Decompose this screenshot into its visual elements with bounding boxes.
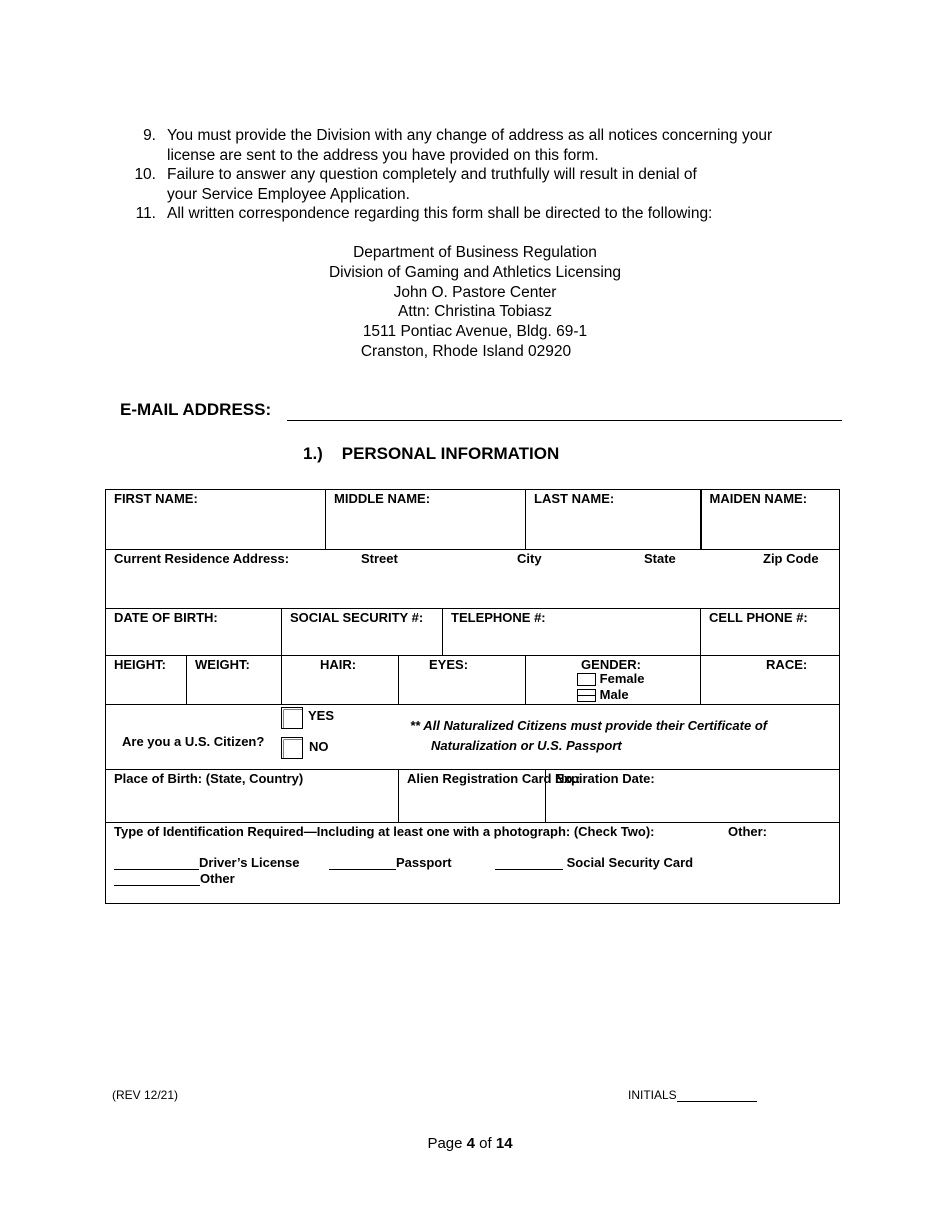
address-line: Cranston, Rhode Island 02920 (360, 343, 572, 360)
instruction-number: 9. (143, 127, 156, 144)
height-label: HEIGHT: (114, 657, 166, 672)
address-line: 1511 Pontiac Avenue, Bldg. 69-1 (362, 323, 588, 341)
female-option[interactable] (577, 671, 644, 686)
race-field[interactable] (701, 656, 840, 705)
drivers-license-blank[interactable] (114, 855, 199, 870)
weight-field[interactable] (187, 656, 282, 705)
male-checkbox[interactable] (577, 689, 596, 702)
instruction-text: license are sent to the address you have provided on this form. (167, 146, 599, 164)
hair-field[interactable] (282, 656, 399, 705)
gender-field (526, 656, 701, 705)
race-label: RACE: (766, 657, 808, 672)
ssn-label: SOCIAL SECURITY #: (290, 610, 424, 625)
female-checkbox[interactable] (577, 673, 596, 686)
id-required-label: Type of Identification Required—Including at least one with a photograph: (Check Two): (114, 824, 655, 839)
no-label: NO (309, 739, 329, 754)
state-label: State (644, 551, 676, 566)
instruction-number: 11. (135, 205, 156, 222)
other-header-label: Other: (728, 824, 767, 839)
eyes-label: EYES: (429, 657, 469, 672)
email-label: E-MAIL ADDRESS: (120, 400, 272, 419)
instruction-9 (0, 126, 950, 165)
social-card-option[interactable] (495, 855, 693, 870)
female-label: Female (599, 671, 645, 686)
yes-checkbox[interactable] (281, 707, 303, 729)
page-total: 14 (495, 1135, 513, 1152)
first-name-field[interactable] (106, 490, 326, 550)
initials-label: INITIALS (628, 1088, 677, 1102)
instruction-list (0, 126, 950, 224)
other-blank[interactable] (114, 871, 200, 886)
gender-label: GENDER: (581, 657, 641, 672)
passport-label: Passport (396, 855, 452, 870)
alien-card-label: Alien Registration Card No.: (407, 771, 581, 786)
middle-name-label: MIDDLE NAME: (334, 491, 431, 506)
identification-field (106, 823, 840, 904)
maiden-name-label: MAIDEN NAME: (709, 491, 808, 506)
male-label: Male (599, 687, 629, 702)
page-number (0, 1135, 940, 1152)
page-current: 4 (466, 1135, 475, 1152)
expiration-label: Expiration Date: (555, 771, 655, 786)
page-prefix: Page (427, 1135, 467, 1152)
no-option[interactable] (281, 737, 303, 759)
last-name-field[interactable] (526, 490, 701, 550)
passport-option[interactable] (329, 855, 452, 870)
cell-phone-field[interactable] (701, 609, 840, 656)
revision-label: (REV 12/21) (112, 1088, 179, 1102)
other-option[interactable] (114, 871, 235, 886)
telephone-field[interactable] (443, 609, 701, 656)
eyes-field[interactable] (399, 656, 526, 705)
page-of: of (475, 1135, 496, 1152)
no-checkbox[interactable] (281, 737, 303, 759)
instruction-text: Failure to answer any question completely and truthfully will result in denial of (167, 166, 697, 183)
cell-phone-label: CELL PHONE #: (709, 610, 808, 625)
maiden-name-field[interactable] (701, 490, 840, 550)
yes-option[interactable] (281, 707, 303, 729)
address-line: Department of Business Regulation (353, 244, 597, 261)
alien-card-field[interactable] (399, 770, 581, 823)
ssn-field[interactable] (282, 609, 443, 656)
social-card-blank[interactable] (495, 855, 563, 870)
initials-field[interactable] (677, 1088, 757, 1102)
citizenship-field (106, 705, 840, 770)
dob-label: DATE OF BIRTH: (114, 610, 218, 625)
zip-label: Zip Code (763, 551, 819, 566)
other-label: Other (200, 871, 235, 886)
passport-blank[interactable] (329, 855, 396, 870)
instruction-text: You must provide the Division with any change of address as all notices concerning your (167, 127, 773, 144)
birthplace-field[interactable] (106, 770, 399, 823)
yes-label: YES (308, 708, 335, 723)
male-option[interactable] (577, 687, 629, 702)
address-line: Division of Gaming and Athletics Licensing (328, 263, 622, 281)
height-field[interactable] (106, 656, 187, 705)
citizen-question: Are you a U.S. Citizen? (122, 734, 265, 749)
hair-label: HAIR: (320, 657, 357, 672)
section-title: 1.) PERSONAL INFORMATION (303, 444, 560, 463)
social-card-label: Social Security Card (566, 855, 694, 870)
residence-label: Current Residence Address: (114, 551, 290, 566)
city-label: City (517, 551, 542, 566)
telephone-label: TELEPHONE #: (451, 610, 546, 625)
naturalized-note: ** All Naturalized Citizens must provide their Certificate of (410, 718, 768, 733)
instruction-10 (0, 165, 950, 204)
email-field[interactable] (287, 400, 842, 421)
naturalized-note: Naturalization or U.S. Passport (431, 738, 622, 753)
dob-field[interactable] (106, 609, 282, 656)
address-line: Attn: Christina Tobiasz (398, 303, 552, 321)
residence-address-field[interactable] (106, 550, 840, 609)
instruction-11 (0, 204, 950, 224)
drivers-license-label: Driver’s License (199, 855, 300, 870)
initials-area (628, 1088, 757, 1102)
personal-info-form (105, 489, 840, 904)
first-name-label: FIRST NAME: (114, 491, 198, 506)
last-name-label: LAST NAME: (534, 491, 615, 506)
instruction-text: All written correspondence regarding this form shall be directed to the following: (167, 205, 713, 222)
weight-label: WEIGHT: (195, 657, 250, 672)
middle-name-field[interactable] (326, 490, 526, 550)
instruction-text: your Service Employee Application. (167, 185, 410, 203)
drivers-license-option[interactable] (114, 855, 299, 870)
address-line: John O. Pastore Center (393, 283, 557, 301)
instruction-number: 10. (134, 166, 156, 183)
birthplace-label: Place of Birth: (State, Country) (114, 771, 304, 786)
expiration-field[interactable] (546, 770, 840, 823)
street-label: Street (361, 551, 398, 566)
